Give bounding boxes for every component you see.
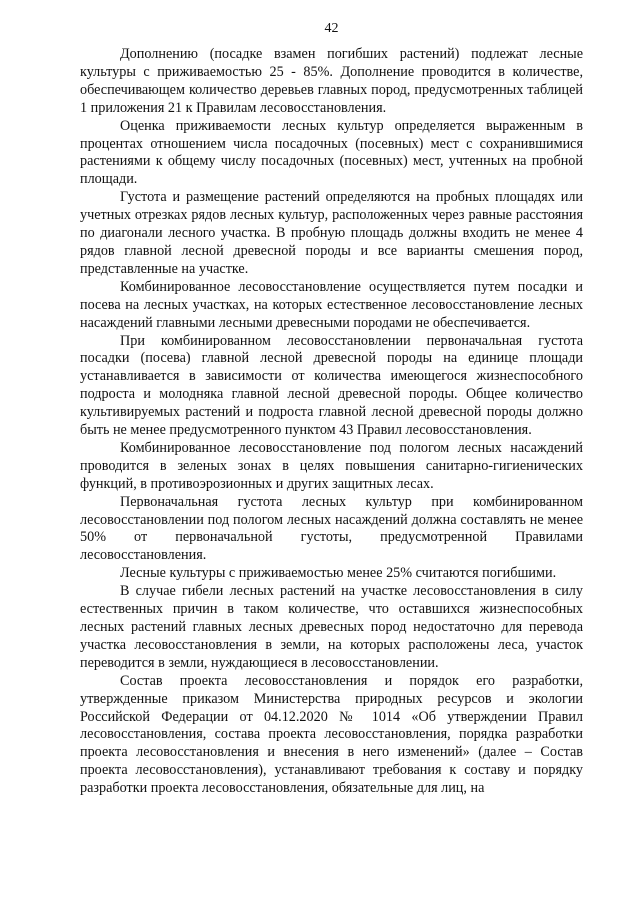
paragraph-under-canopy-density: Первоначальная густота лесных культур при комбинированном лесовосстановлении под пологом лесных насаждений должна составлять не менее 50% от первоначальной густоты, предусмотренной Правилами лесовосстановления. [80,493,583,564]
paragraph-initial-density: При комбинированном лесовосстановлении первоначальная густота посадки (посева) главной лесной древесной породы на единице площади устанавливается в зависимости от количества имеющегося жизнеспособного подроста и молодняка главной лесной древесной породы. Общее количество культивируемых растений и подроста главной лесной древесной породы должно быть не менее предусмотренного пунктом 43 Правил лесовосстановления. [80,332,583,439]
paragraph-dead-cultures: Лесные культуры с приживаемостью менее 25% считаются погибшими. [120,565,557,582]
paragraph-under-canopy: Комбинированное лесовосстановление под пологом лесных насаждений проводится в зеленых зонах в целях повышения санитарно-гигиенических функций, в противоэрозионных и других защитных лесах. [80,439,583,492]
paragraph-density-placement: Густота и размещение растений определяются на пробных площадях или учетных отрезках рядов лесных культур, расположенных через равные расстояния по диагонали лесного участка. В пробную площадь должны входить не менее 4 рядов главной лесной древесной породы и все варианты смешения пород, представленные на участке. [80,189,583,277]
paragraph-project-composition: Состав проекта лесовосстановления и порядок его разработки, утвержденные приказом Министерства природных ресурсов и экологии Российской Федерации от 04.12.2020 № 1014 «Об утверждении Правил лесовосстановления, состава проекта лесовосстановления, порядка разработки проекта лесовосстановления и внесения в него изменений» (далее – Состав проекта лесовосстановления), устанавливают требования к составу и порядку разработки проекта лесовосстановления, обязательные для лиц, на [80,672,583,797]
paragraph-combined-reforestation: Комбинированное лесовосстановление осуществляется путем посадки и посева на лесных участках, на которых естественное лесовосстановление лесных насаждений главными лесными древесными породами не обеспечивается. [80,278,583,331]
paragraph-survival-assessment: Оценка приживаемости лесных культур определяется выраженным в процентах отношением числа посадочных (посевных) мест с сохранившимися растениями к общему числу посадочных (посевных) мест, учтенных на пробной площади. [80,117,583,188]
page-number: 42 [324,21,339,36]
paragraph-replanting: Дополнению (посадке взамен погибших растений) подлежат лесные культуры с приживаемостью 25 - 85%. Дополнение проводится в количестве, обеспечивающем количество деревьев главных пород, предусмотренных таблицей 1 приложения 21 к Правилам лесовосстановления. [80,46,583,116]
paragraph-plant-death: В случае гибели лесных растений на участке лесовосстановления в силу естественных причин в таком количестве, что оставшихся жизнеспособных лесных растений главных лесных древесных пород недостаточно для перевода участка лесовосстановления в земли, на которых расположены леса, участок переводится в земли, нуждающиеся в лесовосстановлении. [80,583,583,671]
document-page [80,20,583,798]
